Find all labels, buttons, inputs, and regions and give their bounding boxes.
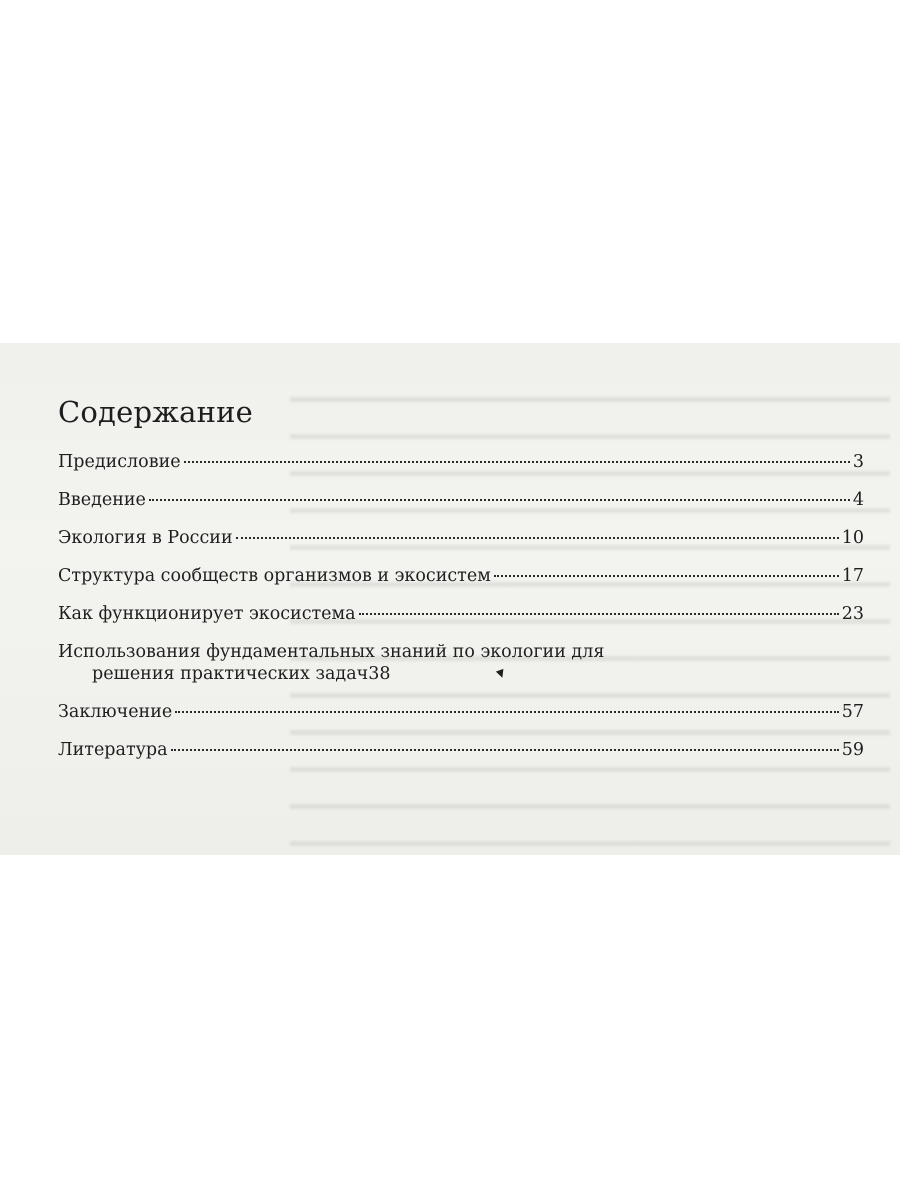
toc-entry (58, 451, 864, 473)
toc-entry-label: Экология в России (58, 528, 233, 548)
toc-entry (58, 701, 864, 723)
toc-entry-page: 59 (841, 740, 864, 760)
book-page-scan (0, 343, 900, 855)
toc-entry (58, 565, 864, 587)
dot-leader (171, 749, 839, 751)
toc-entry-label: Как функционирует экосистема (58, 604, 356, 624)
toc-entry (58, 527, 864, 549)
toc-entry (58, 603, 864, 625)
toc-entry-label-line1: Использования фундаментальных знаний по экологии для (58, 642, 605, 662)
toc-entry (58, 489, 864, 511)
toc-entry-label: Предисловие (58, 452, 181, 472)
toc-entry (58, 641, 864, 685)
toc-entry-label-line2: решения практических задач (92, 664, 369, 684)
toc-entry-page: 57 (841, 702, 864, 722)
dot-leader (494, 575, 839, 577)
toc-entry-label: Введение (58, 490, 146, 510)
dot-leader (184, 461, 850, 463)
dot-leader (359, 613, 839, 615)
toc-title: Содержание (58, 395, 254, 429)
dot-leader (149, 499, 850, 501)
toc-entry-page: 17 (841, 566, 864, 586)
dot-leader (175, 711, 838, 713)
dot-leader (236, 537, 839, 539)
toc-entry-label: Литература (58, 740, 168, 760)
toc-entry-page: 4 (852, 490, 864, 510)
toc-entry-label: Заключение (58, 702, 173, 722)
toc-entry-page: 23 (841, 604, 864, 624)
toc-entry-page: 3 (852, 452, 864, 472)
toc-entry (58, 739, 864, 761)
toc-entry-label: Структура сообществ организмов и экосистем (58, 566, 491, 586)
toc-entry-page: 10 (841, 528, 864, 548)
toc-entry-page: 38 (368, 664, 391, 684)
table-of-contents (58, 395, 864, 777)
